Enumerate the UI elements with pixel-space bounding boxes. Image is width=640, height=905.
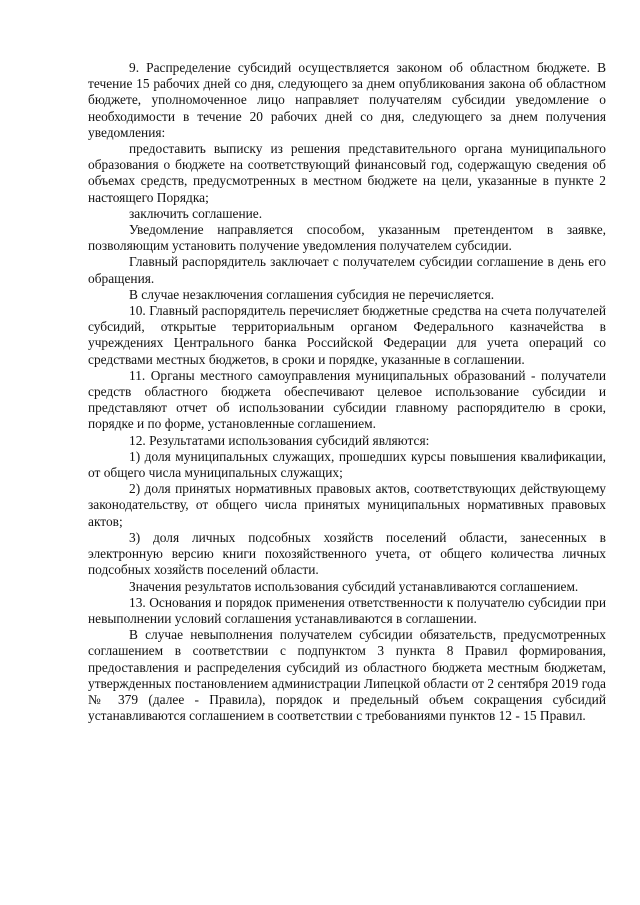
document-page xyxy=(88,60,606,724)
paragraph-result-2: 2) доля принятых нормативных правовых актов, соответствующих действующему законодательству, от общего числа принятых муниципальных нормативных правовых актов; xyxy=(88,481,606,529)
paragraph-result-1: 1) доля муниципальных служащих, прошедших курсы повышения квалификации, от общего числа муниципальных служащих; xyxy=(88,448,606,481)
paragraph-13: 13. Основания и порядок применения ответственности к получателю субсидии при невыполнении условий соглашения устанавливаются в соглашении. xyxy=(88,594,606,626)
paragraph-conclude-agreement: заключить соглашение. xyxy=(129,205,263,221)
paragraph-no-agreement: В случае незаключения соглашения субсидия не перечисляется. xyxy=(129,286,495,302)
paragraph-result-values: Значения результатов использования субсидий устанавливаются соглашением. xyxy=(129,578,579,594)
paragraph-9: 9. Распределение субсидий осуществляется законом об областном бюджете. В течение 15 рабочих дней со дня, следующего за днем опубликования закона об областном бюджете, уполномоченное лицо направляет получателям субсидии уведомление о необходимости в течение 20 рабочих дней со дня, следующего за днем получения уведомления: xyxy=(88,60,606,140)
paragraph-provide-extract: предоставить выписку из решения представительного органа муниципального образования о бюджете на соответствующий финансовый год, содержащую сведения об объемах средств, предусмотренных в местном бюджете на цели, указанные в пункте 2 настоящего Порядка; xyxy=(88,141,606,205)
paragraph-12: 12. Результатами использования субсидий являются: xyxy=(129,432,430,448)
paragraph-notification-method: Уведомление направляется способом, указанным претендентом в заявке, позволяющим установить получение уведомления получателем субсидии. xyxy=(88,222,606,254)
paragraph-11: 11. Органы местного самоуправления муниципальных образований - получатели средств областного бюджета обеспечивают целевое использование субсидии и представляют отчет об использовании субсидии главному распорядителю в сроки, порядке и по форме, установленные соглашением. xyxy=(88,367,606,432)
paragraph-result-3: 3) доля личных подсобных хозяйств поселений области, занесенных в электронную версию книги похозяйственного учета, от общего количества личных подсобных хозяйств поселений области. xyxy=(88,529,606,578)
paragraph-agreement-day: Главный распорядитель заключает с получателем субсидии соглашение в день его обращения. xyxy=(88,254,606,286)
paragraph-non-fulfillment: В случае невыполнения получателем субсидии обязательств, предусмотренных соглашением в соответствии с подпунктом 3 пункта 8 Правил формирования, предоставления и распределения субсидий из областного бюджета местным бюджетам, утвержденных постановлением администрации Липецкой области от 2 сентября 2019 года № 379 (далее - Правила), порядок и предельный объем сокращения субсидий устанавливаются соглашением в соответствии с требованиями пунктов 12 - 15 Правил. xyxy=(88,627,606,724)
paragraph-10: 10. Главный распорядитель перечисляет бюджетные средства на счета получателей субсидий, открытые территориальным органом Федерального казначейства в учреждениях Центрального банка Российской Федерации для учета операций со средствами местных бюджетов, в сроки и порядке, указанные в соглашении. xyxy=(88,303,606,367)
